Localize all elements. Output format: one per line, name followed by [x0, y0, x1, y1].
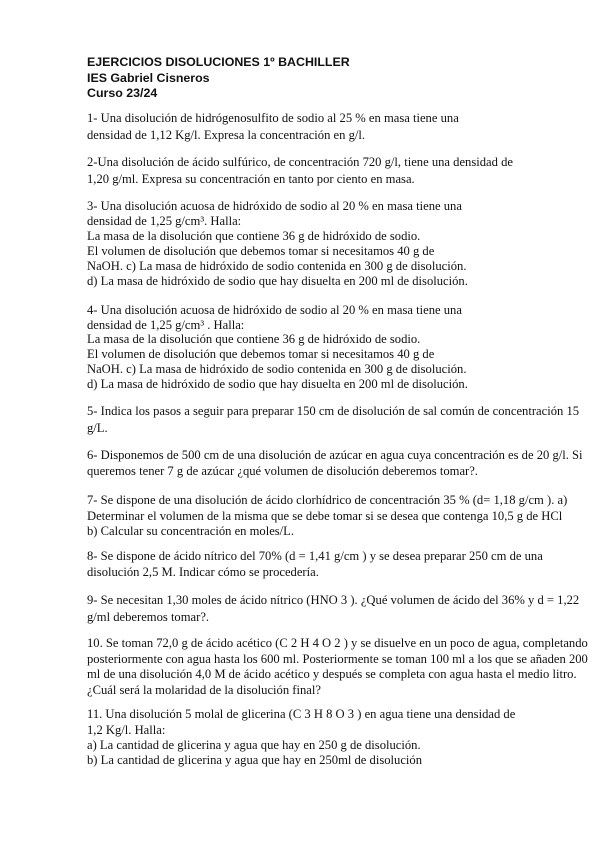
exercise-line: disolución 2,5 M. Indicar cómo se procedería. — [87, 565, 319, 579]
exercise-line: queremos tener 7 g de azúcar ¿qué volumen de disolución deberemos tomar?. — [87, 464, 478, 478]
exercise-line: El volumen de disolución que debemos tomar si necesitamos 40 g de — [87, 244, 435, 258]
exercise-line: densidad de 1,25 g/cm³ . Halla: — [87, 318, 245, 332]
exercise-line: a) La cantidad de glicerina y agua que hay en 250 g de disolución. — [87, 738, 421, 752]
exercise-line: La masa de la disolución que contiene 36 g de hidróxido de sodio. — [87, 229, 421, 243]
exercise-line: b) La cantidad de glicerina y agua que hay en 250ml de disolución — [87, 753, 423, 767]
exercise-line: NaOH. c) La masa de hidróxido de sodio contenida en 300 g de disolución. — [87, 362, 467, 376]
school-name: IES Gabriel Cisneros — [87, 71, 210, 85]
exercise-line: 1- Una disolución de hidrógenosulfito de sodio al 25 % en masa tiene una — [87, 111, 459, 125]
exercise-line: 1,20 g/ml. Expresa su concentración en tanto por ciento en masa. — [87, 172, 415, 186]
course-year: Curso 23/24 — [87, 86, 158, 100]
exercise-line: densidad de 1,12 Kg/l. Expresa la concentración en g/l. — [87, 128, 366, 142]
exercise-line: 5- Indica los pasos a seguir para preparar 150 cm de disolución de sal común de concentración 15 — [87, 404, 580, 418]
exercise-line: 6- Disponemos de 500 cm de una disolución de azúcar en agua cuya concentración es de 20 g/l. Si — [87, 448, 583, 462]
exercise-line: El volumen de disolución que debemos tomar si necesitamos 40 g de — [87, 347, 435, 361]
exercise-line: densidad de 1,25 g/cm³. Halla: — [87, 214, 242, 228]
exercise-line: 4- Una disolución acuosa de hidróxido de sodio al 20 % en masa tiene una — [87, 303, 462, 317]
exercise-line: d) La masa de hidróxido de sodio que hay disuelta en 200 ml de disolución. — [87, 377, 468, 391]
exercise-line: 10. Se toman 72,0 g de ácido acético (C 2 H 4 O 2 ) y se disuelve en un poco de agua, completando — [87, 636, 588, 650]
exercise-line: Determinar el volumen de la misma que se debe tomar si se desea que contenga 10,5 g de HCl — [87, 509, 563, 523]
exercise-line: posteriormente con agua hasta los 600 ml. Posteriormente se toman 100 ml a los que se añaden 200 — [87, 652, 588, 666]
exercise-line: 9- Se necesitan 1,30 moles de ácido nítrico (HNO 3 ). ¿Qué volumen de ácido del 36% y d = 1,22 — [87, 593, 580, 607]
exercise-line: ml de una disolución 4,0 M de ácido acético y después se completa con agua hasta el medio litro. — [87, 667, 577, 681]
exercise-line: 7- Se dispone de una disolución de ácido clorhídrico de concentración 35 % (d= 1,18 g/cm ). a) — [87, 493, 568, 507]
document-title: EJERCICIOS DISOLUCIONES 1º BACHILLER — [87, 55, 350, 69]
exercise-line: 3- Una disolución acuosa de hidróxido de sodio al 20 % en masa tiene una — [87, 199, 462, 213]
exercise-line: ¿Cuál será la molaridad de la disolución final? — [87, 683, 321, 697]
exercise-line: La masa de la disolución que contiene 36 g de hidróxido de sodio. — [87, 332, 421, 346]
exercise-line: 8- Se dispone de ácido nítrico del 70% (d = 1,41 g/cm ) y se desea preparar 250 cm de una — [87, 549, 543, 563]
exercise-line: g/ml deberemos tomar?. — [87, 610, 210, 624]
exercise-line: 11. Una disolución 5 molal de glicerina (C 3 H 8 O 3 ) en agua tiene una densidad de — [87, 707, 516, 721]
exercise-line: 1,2 Kg/l. Halla: — [87, 723, 166, 737]
exercise-line: d) La masa de hidróxido de sodio que hay disuelta en 200 ml de disolución. — [87, 274, 468, 288]
exercise-line: 2-Una disolución de ácido sulfúrico, de concentración 720 g/l, tiene una densidad de — [87, 155, 513, 169]
exercise-line: b) Calcular su concentración en moles/L. — [87, 524, 295, 538]
exercise-line: g/L. — [87, 421, 108, 435]
exercise-line: NaOH. c) La masa de hidróxido de sodio contenida en 300 g de disolución. — [87, 259, 467, 273]
